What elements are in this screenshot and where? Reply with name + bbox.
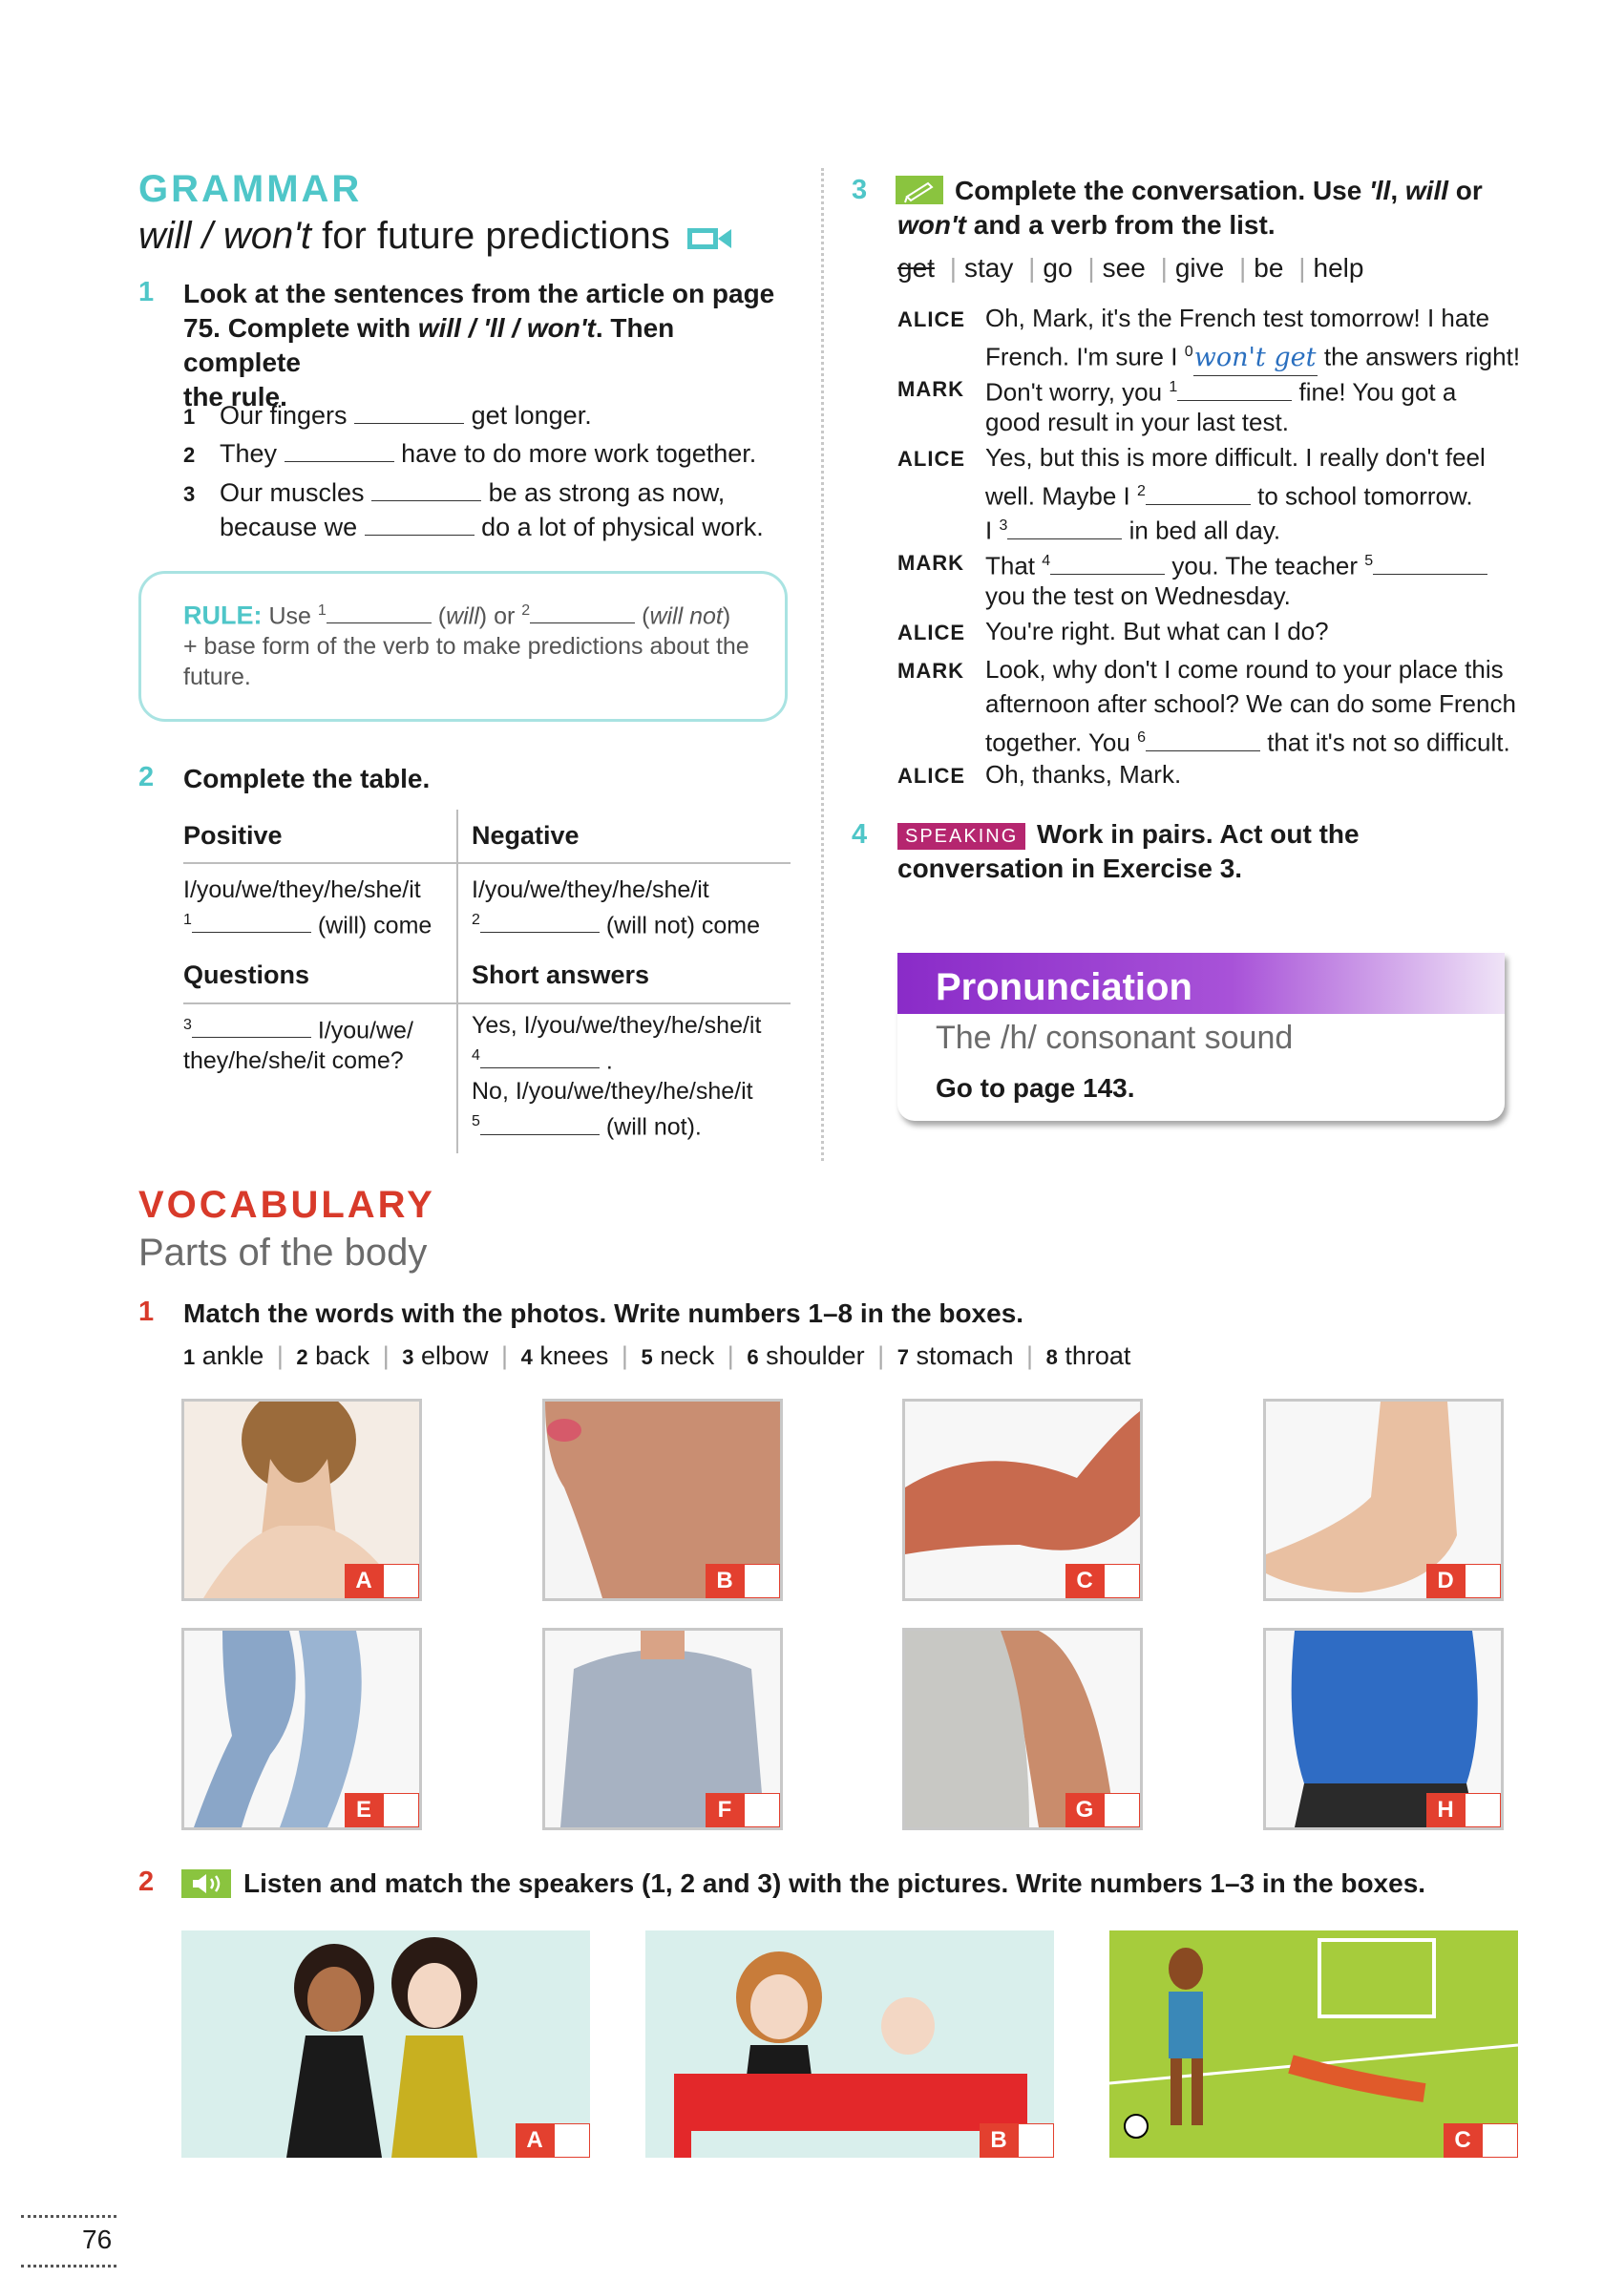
answer-blank[interactable] [192, 913, 311, 933]
answer-blank[interactable] [480, 913, 600, 933]
grammar-ex2-instruction: Complete the table. [183, 764, 431, 793]
word-ankle: ankle [201, 1341, 264, 1370]
word-number: 1 [183, 1345, 196, 1369]
answer-blank[interactable] [1177, 377, 1292, 401]
speaker-mark: MARK [897, 551, 964, 575]
line-sup: 0 [1184, 344, 1193, 360]
line-sup: 6 [1137, 729, 1146, 746]
photo-h-stomach [1263, 1628, 1504, 1830]
answer-blank[interactable] [285, 438, 394, 462]
answer-box[interactable] [1104, 1793, 1140, 1827]
column-separator [821, 168, 824, 1161]
photo-letter: H [1426, 1793, 1465, 1827]
word-be: be [1254, 253, 1284, 283]
word-number: 4 [520, 1345, 533, 1369]
photo-letter: C [1065, 1564, 1104, 1598]
answer-blank[interactable] [371, 477, 481, 501]
answer-blank[interactable] [480, 1115, 600, 1135]
dialogue-line: You're right. But what can I do? [985, 617, 1329, 645]
photo-label [1426, 1564, 1501, 1598]
cell-sup: 4 [472, 1047, 480, 1064]
answer-blank[interactable] [1373, 551, 1487, 575]
dialogue-line: Oh, thanks, Mark. [985, 760, 1182, 789]
table-cell-positive [183, 875, 432, 940]
answer-blank[interactable] [1146, 481, 1251, 505]
ex3-instruction-line2 [897, 208, 1276, 243]
picture-label [1444, 2123, 1518, 2158]
speaker-mark: MARK [897, 377, 964, 401]
picture-label [980, 2123, 1054, 2158]
word-elbow: elbow [420, 1341, 489, 1370]
line-text: together. You [985, 728, 1130, 757]
photo-label [345, 1564, 419, 1598]
table-header-negative: Negative [472, 821, 580, 850]
vocab-word-list: 1 ankle | 2 back | 3 elbow | 4 knees | 5 neck | 6 shoulder | 7 stomach | 8 throat [183, 1341, 1131, 1370]
picture-letter: B [980, 2123, 1018, 2158]
page-number: 76 [82, 2225, 113, 2254]
word-help: help [1313, 253, 1364, 283]
line-text: fine! You got a [1298, 377, 1457, 407]
instr-part: , [1390, 176, 1405, 205]
rule-blank-2[interactable] [530, 603, 635, 623]
cell-sup: 1 [183, 912, 192, 928]
photo-label [706, 1564, 780, 1598]
dialogue-line: you the test on Wednesday. [985, 581, 1291, 610]
vocab-ex1-number: 1 [138, 1297, 155, 1327]
table-divider [183, 1002, 791, 1004]
grammar-ex1-item-1 [183, 398, 592, 434]
line-sup: 1 [1169, 379, 1178, 395]
cell-text: (will) come [317, 912, 432, 939]
answer-box[interactable] [744, 1793, 780, 1827]
answer-blank[interactable] [365, 512, 475, 536]
line-text: that it's not so difficult. [1267, 728, 1510, 757]
line-text: you. The teacher [1171, 551, 1359, 580]
instr-end: . Then complete [183, 313, 675, 377]
word-number: 2 [296, 1345, 308, 1369]
speaking-badge: SPEAKING [897, 823, 1025, 850]
grammar-title: GRAMMAR [138, 168, 363, 210]
answer-box[interactable] [1482, 2123, 1518, 2158]
cell-line [472, 905, 760, 940]
ex4-instruction-line1: Work in pairs. Act out the [1037, 819, 1360, 849]
vocab-ex2-number: 2 [138, 1867, 155, 1897]
instr-italic: won't [897, 210, 966, 240]
vocab-ex1-instruction: Match the words with the photos. Write numbers 1–8 in the boxes. [183, 1298, 1024, 1328]
grammar-ex1-number: 1 [138, 277, 155, 307]
example-answer: won't get [1193, 341, 1318, 376]
photo-letter: D [1426, 1564, 1465, 1598]
dialogue-line [985, 544, 1487, 583]
line-text: to school tomorrow. [1257, 481, 1473, 511]
pronunciation-title: Pronunciation [936, 966, 1192, 1008]
photo-letter: E [345, 1793, 383, 1827]
table-header-questions: Questions [183, 960, 310, 989]
dialogue-line: Yes, but this is more difficult. I really don't feel [985, 443, 1486, 472]
cell-line: I/you/we/they/he/she/it [183, 876, 421, 903]
answer-blank[interactable] [1146, 728, 1260, 751]
ex3-instruction-line1 [955, 174, 1489, 208]
grammar-ex1-item-3 [183, 475, 725, 512]
photo-d-ankle [1263, 1399, 1504, 1601]
ex4-instruction-line2: conversation in Exercise 3. [897, 854, 1243, 883]
cell-line: they/he/she/it come? [183, 1047, 404, 1075]
line-text: Don't worry, you [985, 377, 1163, 407]
line-sup: 3 [999, 517, 1008, 534]
table-cell-questions [183, 1010, 413, 1076]
photo-letter: F [706, 1793, 744, 1827]
instr-italic: 'll [1369, 176, 1391, 205]
speaker-alice: ALICE [897, 764, 965, 788]
line-text: in bed all day. [1128, 516, 1281, 545]
item-text: get longer. [471, 401, 592, 430]
video-icon [686, 224, 732, 251]
cell-text: I/you/we/ [317, 1017, 413, 1044]
word-number: 8 [1045, 1345, 1058, 1369]
rule-will: will [446, 602, 479, 630]
photo-g-shoulder [902, 1628, 1143, 1830]
answer-box[interactable] [1018, 2123, 1054, 2158]
table-cell-short-answers [472, 1010, 761, 1143]
cell-sup: 2 [472, 912, 480, 928]
word-get: get [897, 253, 935, 283]
cell-line: $^4$ . [472, 1047, 613, 1075]
item-number: 1 [183, 405, 196, 429]
picture-c-football [1109, 1930, 1518, 2158]
item-text: Our fingers [220, 401, 348, 430]
photo-e-knees [181, 1628, 422, 1830]
table-header-positive: Positive [183, 821, 283, 850]
cell-line [183, 905, 432, 940]
cell-line [183, 1010, 413, 1045]
line-sup: 5 [1364, 553, 1374, 569]
line-text: I [985, 516, 993, 545]
answer-box[interactable] [554, 2123, 590, 2158]
instr-part: or [1448, 176, 1483, 205]
answer-blank[interactable] [354, 400, 464, 424]
picture-letter: C [1444, 2123, 1482, 2158]
rule-or: or [494, 602, 516, 630]
cell-sup: 3 [183, 1017, 192, 1033]
rule-line1: RULE: Use $^1$ (will) or $^2$ (will not) [183, 601, 731, 630]
dialogue-line [985, 721, 1510, 760]
word-stay: stay [964, 253, 1014, 283]
answer-box[interactable] [383, 1564, 419, 1598]
speaker-alice: ALICE [897, 447, 965, 471]
vocab-ex2-instruction: Listen and match the speakers (1, 2 and 3) with the pictures. Write numbers 1–3 in the boxes. [243, 1868, 1426, 1898]
word-throat: throat [1065, 1341, 1131, 1370]
grammar-ex1-instruction-line1: Look at the sentences from the article on page [183, 279, 775, 308]
table-header-short-answers: Short answers [472, 960, 650, 989]
grammar-ex1-instruction-line3: the rule. [183, 382, 287, 411]
pencil-icon [896, 176, 943, 204]
photo-letter: G [1065, 1793, 1104, 1827]
picture-b-dinner-table [645, 1930, 1054, 2158]
table-cell-negative [472, 875, 760, 940]
word-give: give [1174, 253, 1225, 283]
pronunciation-goto-link[interactable]: Go to page 143. [936, 1073, 1135, 1103]
rule-text [183, 596, 775, 692]
audio-icon[interactable] [181, 1869, 231, 1898]
item-text: do a lot of physical work. [481, 513, 764, 541]
answer-box[interactable] [383, 1793, 419, 1827]
word-back: back [315, 1341, 370, 1370]
grammar-ex1-instruction-line2 [183, 311, 794, 380]
word-shoulder: shoulder [766, 1341, 865, 1370]
cell-line: Yes, I/you/we/they/he/she/it [472, 1012, 762, 1039]
instr-italic: will / 'll / won't [417, 313, 596, 343]
cell-sup: 5 [472, 1113, 480, 1130]
vocabulary-title: VOCABULARY [138, 1184, 435, 1226]
dialogue-line: Oh, Mark, it's the French test tomorrow! I hate [985, 304, 1490, 332]
dialogue-line: good result in your last test. [985, 408, 1289, 436]
cell-line: No, I/you/we/they/he/she/it [472, 1078, 753, 1106]
grammar-subtitle-rest: for future predictions [311, 215, 670, 257]
word-neck: neck [660, 1341, 715, 1370]
photo-letter: B [706, 1564, 744, 1598]
cell-line [472, 1107, 761, 1142]
instr-part: Complete the conversation. Use [955, 176, 1370, 205]
rule-line3: future. [183, 664, 251, 691]
item-text: have to do more work together. [401, 439, 757, 468]
cell-line: I/you/we/they/he/she/it [472, 876, 709, 903]
rule-blank-1[interactable] [327, 603, 432, 623]
photo-label [1065, 1564, 1140, 1598]
line-text: That [985, 551, 1036, 580]
dialogue-line [985, 509, 1280, 548]
table-divider-vertical [456, 810, 458, 1153]
dialogue-line: afternoon after school? We can do some French [985, 689, 1516, 718]
pronunciation-subtitle: The /h/ consonant sound [936, 1020, 1294, 1056]
word-number: 6 [747, 1345, 759, 1369]
photo-b-throat [542, 1399, 783, 1601]
table-divider [183, 862, 791, 864]
instr-part: 75. Complete with [183, 313, 418, 343]
answer-blank[interactable] [1050, 551, 1165, 575]
dialogue-line: Look, why don't I come round to your place this [985, 655, 1504, 684]
speaker-alice: ALICE [897, 621, 965, 644]
speaker-mark: MARK [897, 659, 964, 683]
line-text: well. Maybe I [985, 481, 1130, 511]
line-text: the answers right! [1323, 342, 1521, 371]
grammar-ex2-number: 2 [138, 762, 155, 792]
word-knees: knees [539, 1341, 609, 1370]
ex4-number: 4 [852, 819, 868, 850]
grammar-subtitle [138, 215, 732, 258]
grammar-ex1-instruction [183, 277, 794, 414]
word-see: see [1102, 253, 1146, 283]
grammar-subtitle-italic: will / won't [138, 215, 312, 257]
word-stomach: stomach [916, 1341, 1014, 1370]
word-number: 5 [641, 1345, 653, 1369]
grammar-ex1-item-2 [183, 436, 756, 473]
word-go: go [1043, 253, 1073, 283]
rule-label: RULE: [183, 601, 263, 630]
rule-sup2: 2 [521, 602, 531, 619]
answer-box[interactable] [1465, 1564, 1501, 1598]
photo-a-neck-back [181, 1399, 422, 1601]
line-sup: 4 [1042, 553, 1051, 569]
page-number-rule [21, 2265, 116, 2267]
speaker-alice: ALICE [897, 307, 965, 331]
dialogue-line [985, 370, 1456, 410]
rule-will-not: will not [649, 602, 723, 630]
instr-part: and a verb from the list. [965, 210, 1276, 240]
item-text: be as strong as now, [488, 478, 726, 507]
line-text: French. I'm sure I [985, 342, 1178, 371]
photo-label [1065, 1793, 1140, 1827]
dialogue-line [985, 475, 1473, 514]
item-text: because we [220, 513, 358, 541]
rule-use: Use [268, 602, 311, 630]
item-text: They [220, 439, 278, 468]
word-number: 7 [896, 1345, 909, 1369]
ex3-number: 3 [852, 175, 868, 205]
vocabulary-subtitle: Parts of the body [138, 1232, 428, 1274]
photo-label [706, 1793, 780, 1827]
cell-text: (will not) come [605, 912, 761, 939]
photo-letter: A [345, 1564, 383, 1598]
photo-f-back [542, 1628, 783, 1830]
picture-letter: A [516, 2123, 554, 2158]
picture-a-two-girls [181, 1930, 590, 2158]
rule-sup1: 1 [317, 602, 327, 619]
rule-line2: + base form of the verb to make predictions about the [183, 633, 749, 661]
item-text: Our muscles [220, 478, 365, 507]
answer-blank[interactable] [192, 1018, 311, 1038]
word-number: 3 [402, 1345, 414, 1369]
instr-italic: will [1404, 176, 1449, 205]
page-number-rule [21, 2215, 116, 2218]
photo-label [345, 1793, 419, 1827]
answer-box[interactable] [1104, 1564, 1140, 1598]
answer-box[interactable] [1465, 1793, 1501, 1827]
ex3-word-list: get | stay | go | see | give | be | help [897, 253, 1364, 283]
answer-blank[interactable] [480, 1048, 600, 1068]
picture-label [516, 2123, 590, 2158]
photo-label [1426, 1793, 1501, 1827]
grammar-ex1-item-3-line2 [220, 510, 764, 544]
item-number: 2 [183, 443, 196, 467]
cell-text: (will not). [605, 1113, 702, 1141]
line-sup: 2 [1136, 483, 1146, 499]
item-number: 3 [183, 482, 196, 506]
answer-box[interactable] [744, 1564, 780, 1598]
photo-c-elbow [902, 1399, 1143, 1601]
answer-blank[interactable] [1007, 516, 1122, 539]
